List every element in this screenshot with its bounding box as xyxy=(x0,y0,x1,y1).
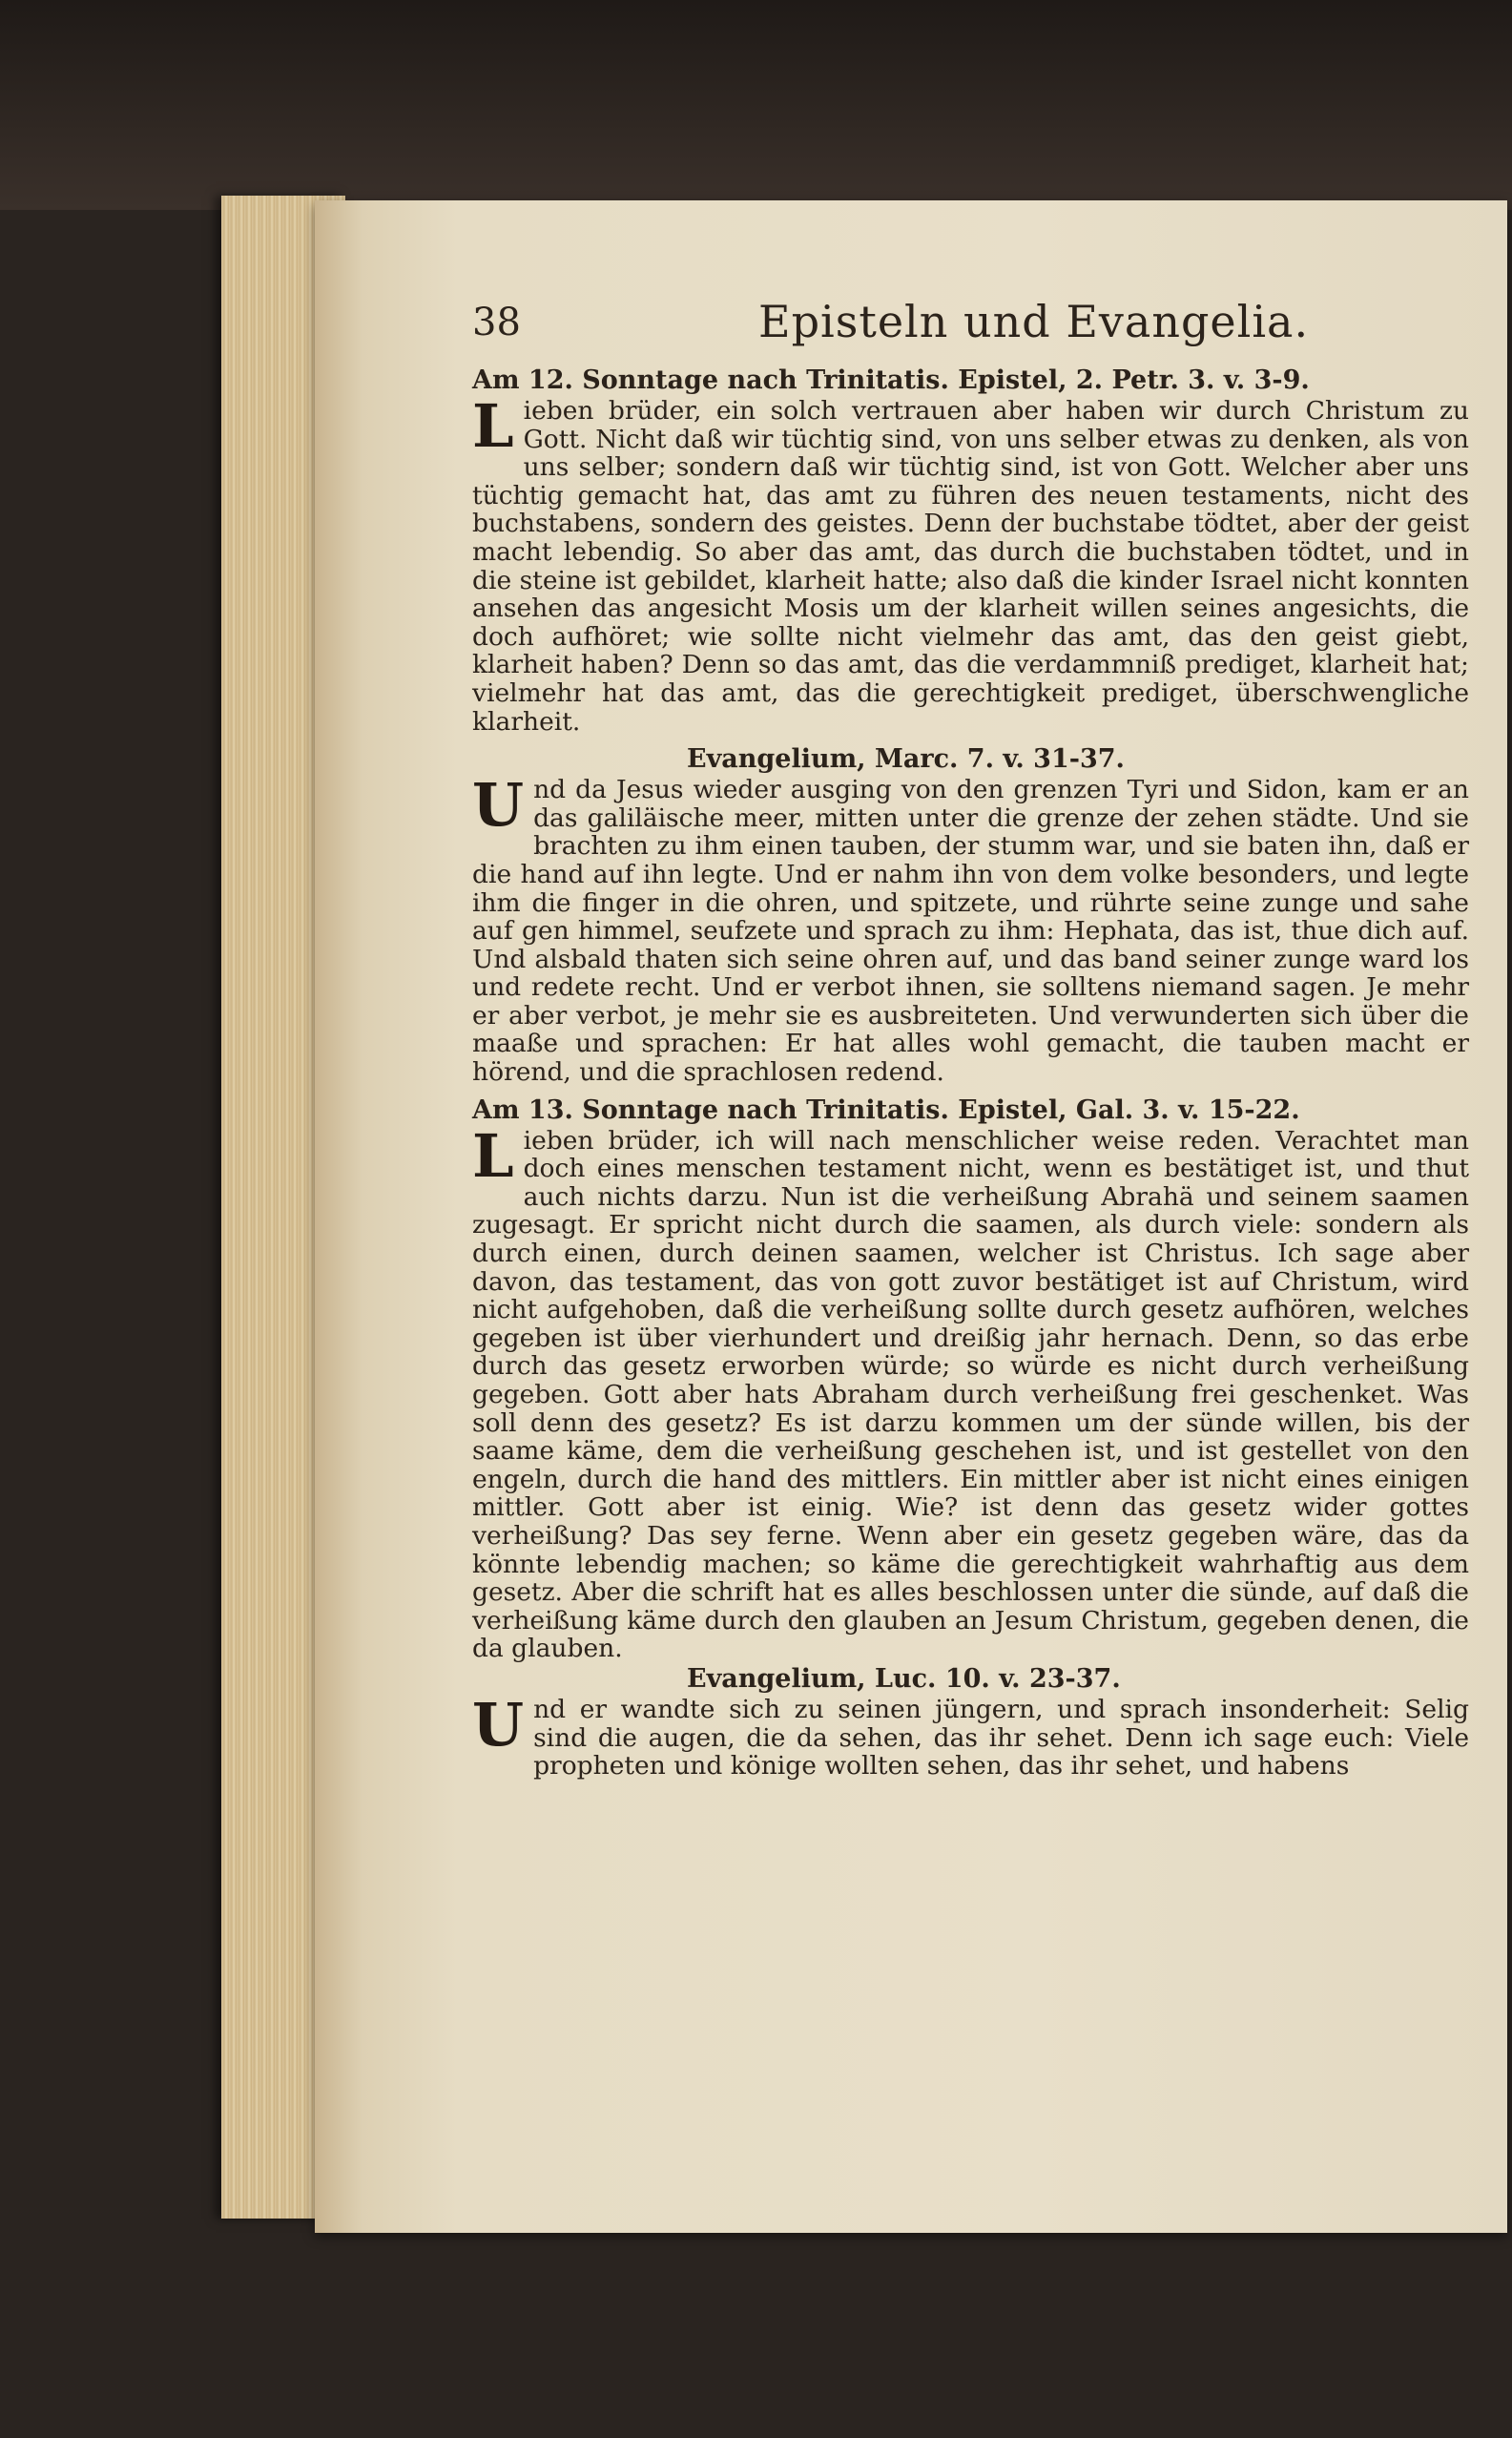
page-number: 38 xyxy=(472,301,521,344)
page-content xyxy=(472,365,1469,1781)
drop-cap: U xyxy=(472,770,525,841)
section-text xyxy=(472,391,1469,737)
section-body: nd da Jesus wieder ausging von den grenzen Tyri und Sidon, kam er an das galiläische meer, mitten unter die grenze der zehen städte. Und sie brachten zu ihm einen tauben, der stumm war, und sie baten ihn, daß er die hand auf ihn legte. Und er nahm ihn von dem volke besonders, und legte ihm die finger in die ohren, und spitzete, und rührte seine zunge und sahe auf gen himmel, seufzete und sprach zu ihm: Hephata, das ist, thue dich auf. Und alsbald thaten sich seine ohren auf, und das band seiner zunge ward los und redete recht. Und er verbot ihnen, sie solltens niemand sagen. Je mehr er aber verbot, je mehr sie es ausbreiteten. Und verwunderten sich über die maaße und sprachen: Er hat alles wohl gemacht, die tauben macht er hörend, und die sprachlosen redend. xyxy=(472,775,1469,1088)
section-body: ieben brüder, ein solch vertrauen aber haben wir durch Christum zu Gott. Nicht daß wir tüchtig sind, von uns selber etwas zu denken, als von uns selber; sondern daß wir tüchtig sind, ist von Gott. Welcher aber uns tüchtig gemacht hat, das amt zu führen des neuen testaments, nicht des buchstabens, sondern des geistes. Denn der buchstabe tödtet, aber der geist macht lebendig. So aber das amt, das durch die buchstaben tödtet, und in die steine ist gebildet, klarheit hatte; also daß die kinder Israel nicht konnten ansehen das angesicht Mosis um der klarheit willen seines angesichts, die doch aufhöret; wie sollte nicht vielmehr das amt, das den geist giebt, klarheit haben? Denn so das amt, das die verdammniß prediget, klarheit hat; vielmehr hat das amt, das die gerechtigkeit prediget, überschwengliche klarheit. xyxy=(472,396,1469,737)
page-header xyxy=(472,291,1464,358)
section-text xyxy=(472,1689,1469,1782)
section-heading: Am 13. Sonntage nach Trinitatis. Epistel, Gal. 3. v. 15-22. xyxy=(472,1094,1300,1125)
section-text xyxy=(472,770,1469,1088)
drop-cap: L xyxy=(472,391,514,461)
drop-cap: U xyxy=(472,1689,525,1760)
running-title: Episteln und Evangelia. xyxy=(758,296,1310,347)
drop-cap: L xyxy=(472,1120,514,1191)
section-body: nd er wandte sich zu seinen jüngern, und sprach insonderheit: Selig sind die augen, die da sehen, das ihr sehet. Denn ich sage euch: Viele propheten und könige wollten sehen, das ihr sehet, und habens xyxy=(533,1694,1469,1782)
section-body: ieben brüder, ich will nach menschlicher weise reden. Verachtet man doch eines menschen testament nicht, wenn es bestätiget ist, und thut auch nichts darzu. Nun ist die verheißung Abrahä und seinem saamen zugesagt. Er spricht nicht durch die saamen, als durch viele: sondern als durch einen, durch deinen saamen, welcher ist Christus. Ich sage aber davon, das testament, das von gott zuvor bestätiget ist auf Christum, wird nicht aufgehoben, daß die verheißung sollte durch gesetz aufhören, welches gegeben ist über vierhundert und dreißig jahr hernach. Denn, so das erbe durch das gesetz erworben würde; so würde es nicht durch verheißung gegeben. Gott aber hats Abraham durch verheißung frei geschenket. Was soll denn des gesetz? Es ist darzu kommen um der sünde willen, bis der saame käme, dem die verheißung geschehen ist, und ist gestellet von den engeln, durch die hand des mittlers. Ein mittler aber ist nicht eines einigen mittler. Gott aber ist einig. Wie? ist denn das gesetz wider gottes verheißung? Das sey ferne. Wenn aber ein gesetz gegeben wäre, das da könnte lebendig machen; so käme die gerechtigkeit wahrhaftig aus dem gesetz. Aber die schrift hat es alles beschlossen unter die sünde, auf daß die verheißung käme durch den glauben an Jesum Christum, gegeben denen, die da glauben. xyxy=(472,1125,1469,1664)
section-heading: Evangelium, Luc. 10. v. 23-37. xyxy=(687,1663,1121,1694)
background xyxy=(0,0,1512,210)
section-heading: Am 12. Sonntage nach Trinitatis. Epistel, 2. Petr. 3. v. 3-9. xyxy=(472,365,1310,395)
section-text xyxy=(472,1120,1469,1664)
section-heading: Evangelium, Marc. 7. v. 31-37. xyxy=(687,744,1125,775)
